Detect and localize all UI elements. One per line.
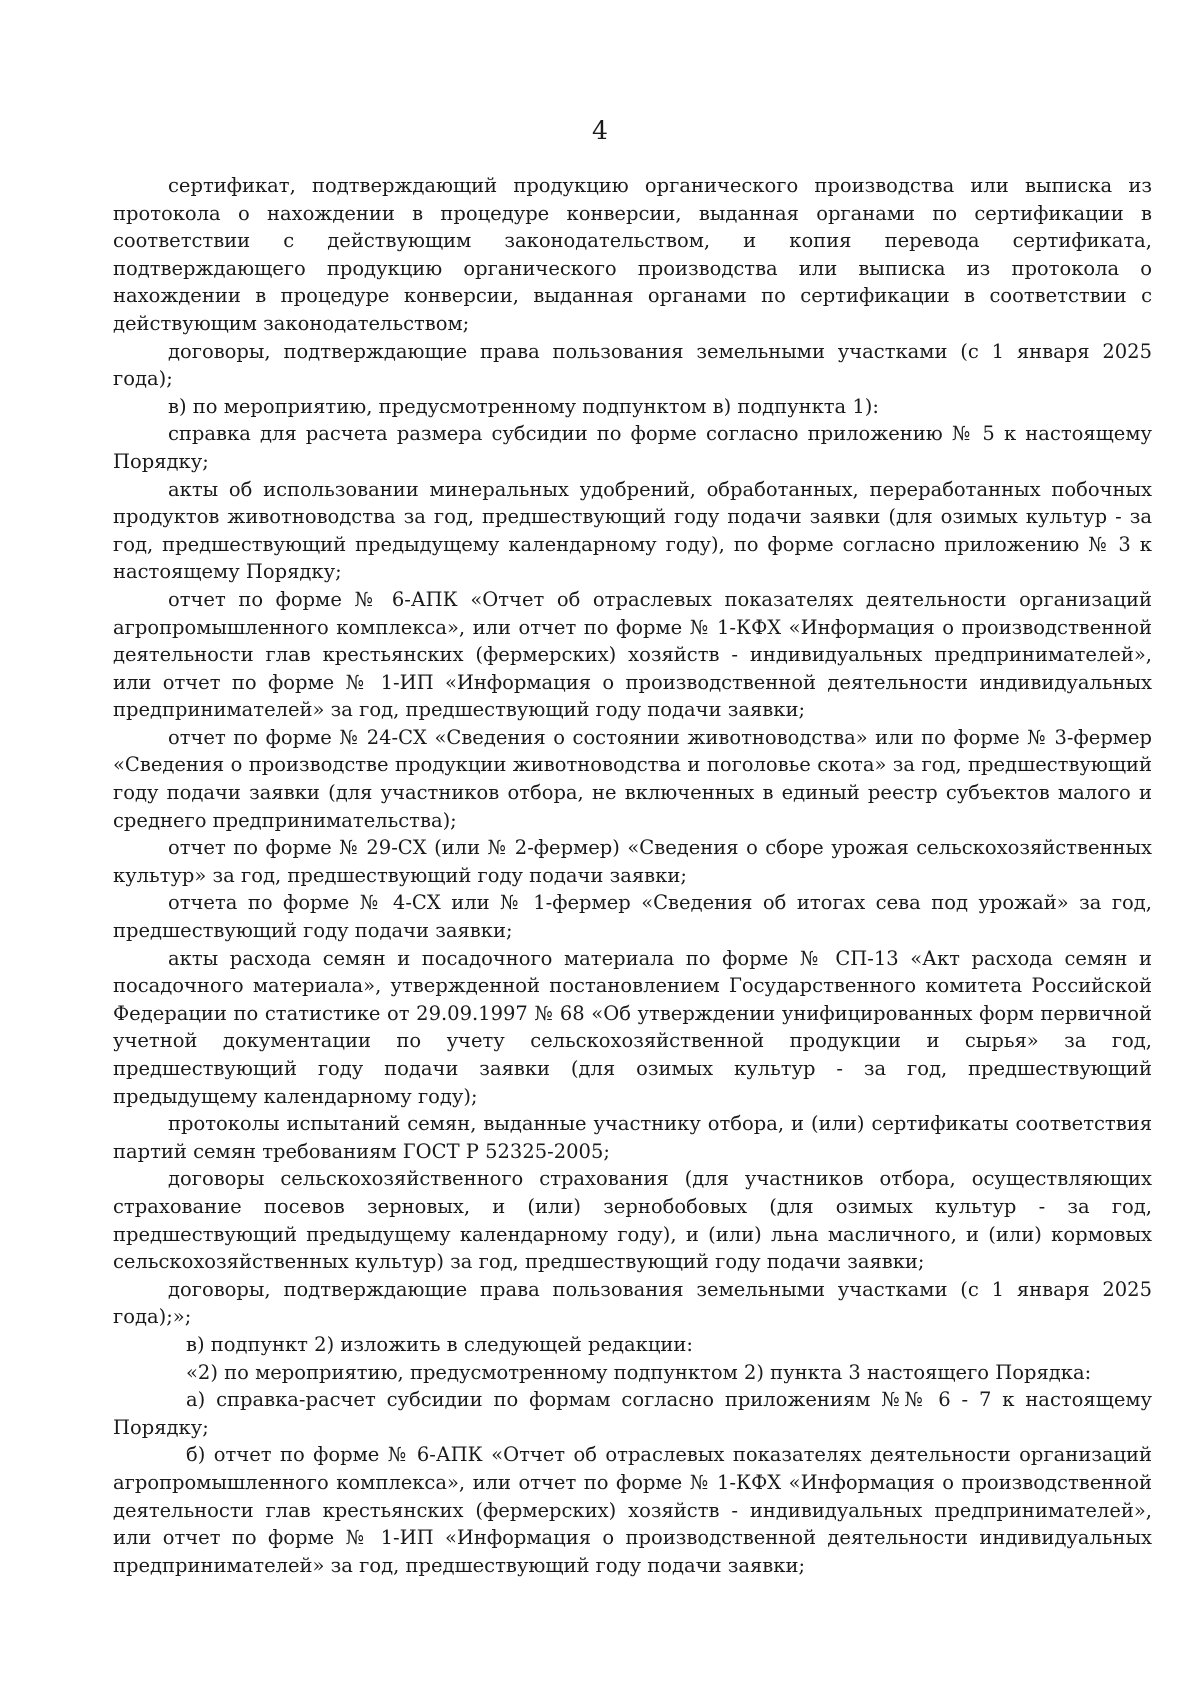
paragraph: отчет по форме № 29-СХ (или № 2-фермер) «Сведения о сборе урожая сельскохозяйственных культур» за год, предшествующий году подачи заявки; (113, 836, 1152, 887)
paragraph: справка для расчета размера субсидии по форме согласно приложению № 5 к настоящему Порядку; (113, 422, 1152, 473)
document-body (113, 172, 1152, 1579)
paragraph: акты расхода семян и посадочного материала по форме № СП-13 «Акт расхода семян и посадочного материала», утвержденной постановлением Государственного комитета Российской Федерации по статистике от 29.09.1997 № 68 «Об утверждении унифицированных форм первичной учетной документации по учету сельскохозяйственной продукции и сырья» за год, предшествующий году подачи заявки (для озимых культур - за год, предшествующий предыдущему календарному году); (113, 946, 1152, 1108)
paragraph: отчет по форме № 6-АПК «Отчет об отраслевых показателях деятельности организаций агропромышленного комплекса», или отчет по форме № 1-КФХ «Информация о производственной деятельности глав крестьянских (фермерских) хозяйств - индивидуальных предпринимателей», или отчет по форме № 1-ИП «Информация о производственной деятельности индивидуальных предпринимателей» за год, предшествующий году подачи заявки; (113, 587, 1152, 722)
paragraph: договоры, подтверждающие права пользования земельными участками (с 1 января 2025 года);»; (113, 1277, 1152, 1329)
paragraph: договоры сельскохозяйственного страхования (для участников отбора, осуществляющих страхование посевов зерновых, и (или) зернобобовых (для озимых культур - за год, предшествующий предыдущему календарному году), и (или) льна масличного, и (или) кормовых сельскохозяйственных культур) за год, предшествующий году подачи заявки; (113, 1167, 1152, 1274)
paragraph: сертификат, подтверждающий продукцию органического производства или выписка из протокола о нахождении в процедуре конверсии, выданная органами по сертификации в соответствии с действующим законодательством, и копия перевода сертификата, подтверждающего продукцию органического производства или выписка из протокола о нахождении в процедуре конверсии, выданная органами по сертификации в соответствии с действующим законодательством; (113, 174, 1152, 335)
paragraph: протоколы испытаний семян, выданные участнику отбора, и (или) сертификаты соответствия партий семян требованиям ГОСТ Р 52325-2005; (113, 1112, 1152, 1163)
paragraph: в) по мероприятию, предусмотренному подпунктом в) подпункта 1): (168, 394, 879, 418)
paragraph: «2) по мероприятию, предусмотренному подпунктом 2) пункта 3 настоящего Порядка: (186, 1360, 1092, 1384)
paragraph: б) отчет по форме № 6-АПК «Отчет об отраслевых показателях деятельности организаций агропромышленного комплекса», или отчет по форме № 1-КФХ «Информация о производственной деятельности глав крестьянских (фермерских) хозяйств - индивидуальных предпринимателей», или отчет по форме № 1-ИП «Информация о производственной деятельности индивидуальных предпринимателей» за год, предшествующий году подачи заявки; (113, 1443, 1152, 1577)
paragraph: отчет по форме № 24-СХ «Сведения о состоянии животноводства» или по форме № 3-фермер «Сведения о производстве продукции животноводства и поголовье скота» за год, предшествующий году подачи заявки (для участников отбора, не включенных в единый реестр субъектов малого и среднего предпринимательства); (113, 725, 1152, 832)
paragraph: договоры, подтверждающие права пользования земельными участками (с 1 января 2025 года); (113, 339, 1152, 391)
paragraph: отчета по форме № 4-СХ или № 1-фермер «Сведения об итогах сева под урожай» за год, предшествующий году подачи заявки; (113, 891, 1152, 943)
page-number: 4 (592, 116, 608, 145)
paragraph: акты об использовании минеральных удобрений, обработанных, переработанных побочных продуктов животноводства за год, предшествующий году подачи заявки (для озимых культур - за год, предшествующий предыдущему календарному году), по форме согласно приложению № 3 к настоящему Порядку; (113, 477, 1152, 584)
paragraph: в) подпункт 2) изложить в следующей редакции: (186, 1332, 693, 1356)
paragraph: а) справка-расчет субсидии по формам согласно приложениям №№ 6 - 7 к настоящему Порядку; (113, 1388, 1152, 1439)
